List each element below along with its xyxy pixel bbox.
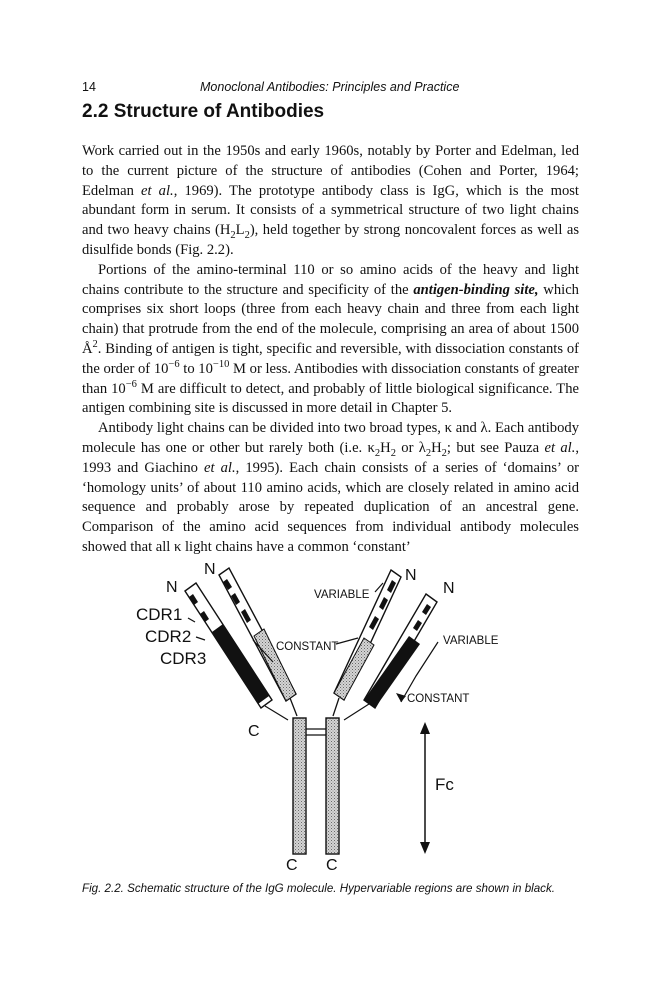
igg-structure-figure bbox=[100, 558, 540, 876]
paragraph: Portions of the amino-terminal 110 or so amino acids of the heavy and light chains contribute to the structure and specificity of the antigen-binding site, which comprises six short loops (three from each heavy chain and three from each light chain) that protrude from the end of the molecule, comprising an area of about 1500 $Å^2$. Binding of antigen is tight, specific and reversible, with dissociation constants of the order of $10^{-6}$ to $10^{-10}$ M or less. Antibodies with dissociation constants of greater than $10^{-6}$ M are difficult to detect, and probably of little biological significance. The antigen combining site is discussed in more detail in Chapter 5. bbox=[82, 261, 579, 417]
label-variable-heavy: VARIABLE bbox=[314, 589, 370, 601]
label-n-left-light: N bbox=[166, 579, 178, 596]
right-heavy-constant-region bbox=[334, 638, 374, 700]
label-constant-heavy: CONSTANT bbox=[276, 641, 339, 653]
paragraph: Antibody light chains can be divided into two broad types, κ and λ. Each antibody molecule has one or other but rarely both (i.e. $\kappa_2H_2$ or $\lambda_2H_2$; but see Pauza et al., 1993 and Giachino et al., 1995). Each chain consists of a series of ‘domains’ or ‘homology units’ of about 110 amino acids, which are closely related in amino acid sequence and probably arose by repeated duplication of an ancestral gene. Comparison of the amino acid sequences from individual antibody molecules showed that all κ light chains have a common ‘constant’ bbox=[82, 420, 580, 555]
cdr2-pointer bbox=[196, 637, 205, 640]
label-constant-light: CONSTANT bbox=[407, 693, 470, 705]
cdr1-pointer bbox=[188, 618, 195, 622]
label-cdr3: CDR3 bbox=[160, 649, 207, 668]
label-n-right-light: N bbox=[443, 580, 455, 597]
igg-diagram bbox=[100, 558, 540, 876]
label-n-left-heavy: N bbox=[204, 561, 216, 578]
right-heavy-fc-stalk bbox=[326, 718, 339, 854]
fc-double-arrow bbox=[420, 722, 430, 854]
page-number: 14 bbox=[82, 80, 96, 94]
running-title: Monoclonal Antibodies: Principles and Practice bbox=[200, 80, 460, 94]
body-text bbox=[82, 142, 579, 558]
arrow-up-icon bbox=[420, 722, 430, 734]
label-c-heavy-right: C bbox=[326, 857, 338, 874]
label-variable-light: VARIABLE bbox=[443, 635, 499, 647]
arrow-down-icon bbox=[420, 842, 430, 854]
running-header bbox=[82, 80, 582, 98]
paragraph: Work carried out in the 1950s and early 1960s, notably by Porter and Edelman, led to the current picture of the structure of antibodies (Cohen and Porter, 1964; Edelman et al., 1969). The prototype antibody class is IgG, which is the most abundant form in serum. It consists of a symmetrical structure of two light chains and two heavy chains $(H_2L_2)$, held together by strong noncovalent forces as well as disulfide bonds (Fig. 2.2). bbox=[82, 143, 579, 258]
label-cdr2: CDR2 bbox=[145, 627, 192, 646]
label-fc: Fc bbox=[435, 775, 454, 794]
figure-caption: Fig. 2.2. Schematic structure of the IgG molecule. Hypervariable regions are shown in black. bbox=[82, 882, 555, 895]
constant-pointer-right bbox=[336, 638, 358, 644]
hinge-region bbox=[265, 698, 369, 735]
section-title: 2.2 Structure of Antibodies bbox=[82, 101, 325, 122]
left-heavy-fc-stalk bbox=[293, 718, 306, 854]
label-cdr1: CDR1 bbox=[136, 605, 183, 624]
arrow-down-left-icon bbox=[396, 693, 406, 702]
label-n-right-heavy: N bbox=[405, 567, 417, 584]
label-c-heavy-left: C bbox=[286, 857, 298, 874]
label-c-light: C bbox=[248, 723, 260, 740]
